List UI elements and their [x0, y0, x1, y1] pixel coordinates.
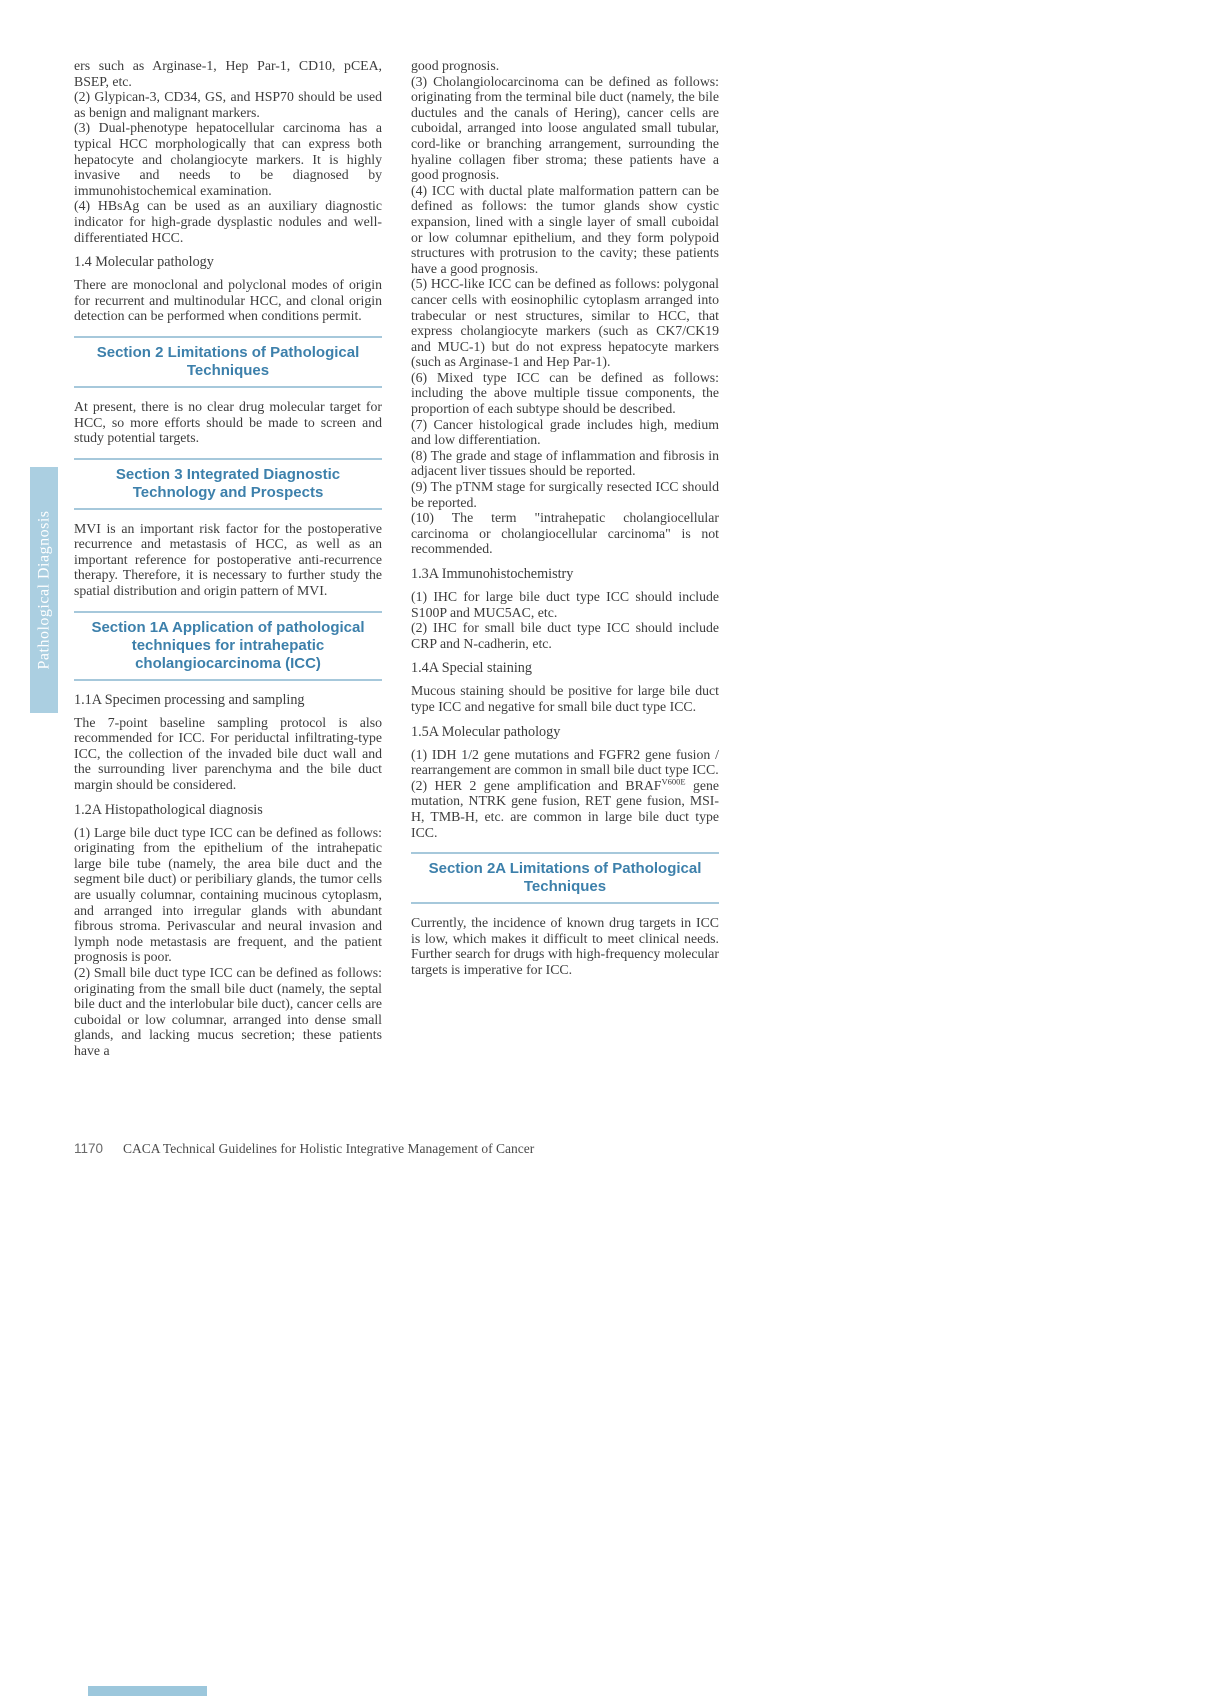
- body-paragraph: (6) Mixed type ICC can be defined as follows: including the above multiple tissue components, the proportion of each subtype should be described.: [411, 369, 719, 417]
- body-paragraph: (7) Cancer histological grade includes high, medium and low differentiation.: [411, 416, 719, 448]
- body-paragraph: At present, there is no clear drug molecular target for HCC, so more efforts should be made to screen and study potential targets.: [74, 398, 382, 446]
- page-number: 1170: [74, 1141, 104, 1156]
- body-paragraph: The 7-point baseline sampling protocol is also recommended for ICC. For periductal infiltrating-type ICC, the collection of the invaded bile duct wall and the surrounding liver parenchyma and the bile duct margin should be considered.: [74, 714, 382, 793]
- body-paragraph: MVI is an important risk factor for the postoperative recurrence and metastasis of HCC, as well as an important reference for postoperative anti-recurrence therapy. Therefore, it is necessary to further study the spatial distribution and origin pattern of MVI.: [74, 520, 382, 599]
- body-paragraph: Currently, the incidence of known drug targets in ICC is low, which makes it difficult to meet clinical needs. Further search for drugs with high-frequency molecular targets is imperative for ICC.: [411, 915, 719, 977]
- page-footer: [74, 1141, 774, 1157]
- gene-superscript: V600E: [661, 776, 686, 787]
- subsection-heading: 1.3A Immunohistochemistry: [411, 566, 574, 582]
- body-paragraph: (3) Dual-phenotype hepatocellular carcinoma has a typical HCC morphologically that can express both hepatocyte and cholangiocyte markers. It is highly invasive and needs to be diagnosed by immunohistochemical examination.: [74, 120, 382, 198]
- bottom-accent-bar: [88, 1686, 207, 1696]
- subsection-heading: 1.5A Molecular pathology: [411, 723, 561, 740]
- body-paragraph: (2) Small bile duct type ICC can be defined as follows: originating from the small bile duct (namely, the septal bile duct and the interlobular bile duct), cancer cells are cuboidal or low columnar, arranged into dense small glands, and lacking mucus secretion; these patients have a: [74, 964, 382, 1058]
- body-paragraph: There are monoclonal and polyclonal modes of origin for recurrent and multinodular HCC, and clonal origin detection can be performed when conditions permit.: [74, 277, 382, 324]
- body-paragraph: (9) The pTNM stage for surgically resected ICC should be reported.: [411, 479, 719, 510]
- body-paragraph: (5) HCC-like ICC can be defined as follows: polygonal cancer cells with eosinophilic cytoplasm arranged into trabecular or nest structures, similar to HCC, that express cholangiocyte markers (such as CK7/CK19 and MUC-1) but do not express hepatocyte markers (such as Arginase-1 and Hep Par-1).: [411, 276, 719, 370]
- body-paragraph: (8) The grade and stage of inflammation and fibrosis in adjacent liver tissues should be reported.: [411, 447, 719, 479]
- subsection-heading: 1.4 Molecular pathology: [74, 254, 214, 271]
- left-column: [74, 58, 382, 1059]
- body-paragraph: (1) IHC for large bile duct type ICC should include S100P and MUC5AC, etc.: [411, 589, 719, 620]
- subsection-heading: 1.4A Special staining: [411, 660, 532, 677]
- right-column: [411, 58, 719, 978]
- vertical-chapter-label: Pathological Diagnosis: [35, 510, 53, 670]
- section-heading: Section 2A Limitations of Pathological Techniques: [411, 852, 719, 904]
- body-paragraph: Mucous staining should be positive for large bile duct type ICC and negative for small bile duct type ICC.: [411, 683, 719, 714]
- body-paragraph: (4) HBsAg can be used as an auxiliary diagnostic indicator for high-grade dysplastic nodules and well-differentiated HCC.: [74, 198, 382, 245]
- body-paragraph: (3) Cholangiolocarcinoma can be defined as follows: originating from the terminal bile duct (namely, the bile ductules and the canals of Hering), cancer cells are cuboidal, arranged into loose angulated small tubular, cord-like or branching arrangement, surrounding the hyaline collagen fiber stroma; these patients have a good prognosis.: [411, 73, 719, 183]
- subsection-heading: 1.1A Specimen processing and sampling: [74, 691, 305, 708]
- body-paragraph-with-superscript: [411, 778, 719, 840]
- body-paragraph: (2) IHC for small bile duct type ICC should include CRP and N-cadherin, etc.: [411, 620, 719, 651]
- section-heading: Section 1A Application of pathological techniques for intrahepatic cholangiocarcinoma (ICC): [74, 611, 382, 681]
- running-title: CACA Technical Guidelines for Holistic Integrative Management of Cancer: [123, 1141, 535, 1156]
- body-paragraph: (10) The term "intrahepatic cholangiocellular carcinoma or cholangiocellular carcinoma" is not recommended.: [411, 510, 719, 557]
- chapter-sidebar-tab: [30, 467, 58, 713]
- body-paragraph: ers such as Arginase-1, Hep Par-1, CD10, pCEA, BSEP, etc.: [74, 58, 382, 89]
- subsection-heading: 1.2A Histopathological diagnosis: [74, 801, 263, 818]
- gene-text-pre: (2) HER 2 gene amplification and BRAF: [411, 777, 662, 793]
- section-heading: Section 3 Integrated Diagnostic Technology and Prospects: [74, 458, 382, 510]
- body-paragraph: (4) ICC with ductal plate malformation pattern can be defined as follows: the tumor glands show cystic expansion, lined with a single layer of small cuboidal or low columnar epithelium, and they form polypoid structures with protrusion to the cavity; these patients have a good prognosis.: [411, 182, 719, 276]
- gene-text-post: gene mutation, NTRK gene fusion, RET gene fusion, MSI-H, TMB-H, etc. are common in large bile duct type ICC.: [411, 777, 719, 840]
- body-paragraph: (1) IDH 1/2 gene mutations and FGFR2 gene fusion / rearrangement are common in small bile duct type ICC.: [411, 746, 719, 778]
- body-paragraph: (1) Large bile duct type ICC can be defined as follows: originating from the epithelium of the intrahepatic large bile tube (namely, the area bile duct and the segment bile duct) or peribiliary glands, the tumor cells are usually columnar, containing mucinous cytoplasm, and arranged into irregular glands with abundant fibrous stroma. Perivascular and neural invasion and lymph node metastasis are frequent, and the patient prognosis is poor.: [74, 824, 382, 965]
- body-paragraph: good prognosis.: [411, 58, 500, 73]
- body-paragraph: (2) Glypican-3, CD34, GS, and HSP70 should be used as benign and malignant markers.: [74, 89, 382, 120]
- section-heading: Section 2 Limitations of Pathological Techniques: [74, 336, 382, 388]
